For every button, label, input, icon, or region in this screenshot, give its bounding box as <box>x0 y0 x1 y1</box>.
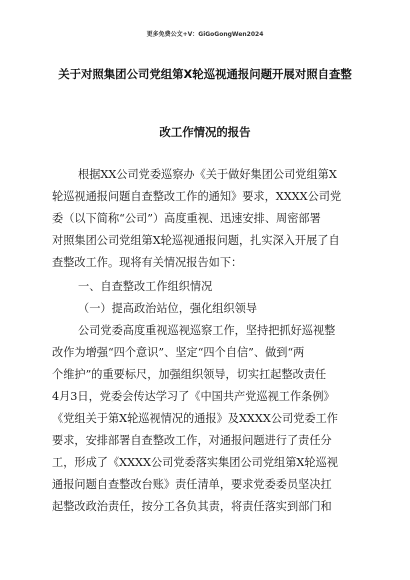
body-line: 通报问题自查整改台账》责任清单，要求党委委员坚决扛 <box>52 478 332 491</box>
body-line: 委（以下简称“公司”）高度重视、迅速安排、周密部署 <box>52 212 321 225</box>
body-line: 要求，安排部署自查整改工作，对通报问题进行了责任分 <box>52 434 332 447</box>
body-line: 根据XX公司党委巡察办《关于做好集团公司党组第X <box>78 168 337 181</box>
subsection-heading: （一）提高政治站位，强化组织领导 <box>78 302 258 315</box>
body-line: 改作为增强“四个意识”、坚定“四个自信”、做到“两 <box>52 346 305 359</box>
body-line: 查整改工作。现将有关情况报告如下： <box>52 256 243 269</box>
body-line: 公司党委高度重视巡视巡察工作，坚持把抓好巡视整 <box>78 324 336 337</box>
watermark-text: 更多免费公文+V：GiGoGongWen2024 <box>146 31 264 38</box>
body-line: 4月3日，党委会传达学习了《中国共产党巡视工作条例》 <box>52 390 335 403</box>
body-line: 个维护”的重要标尺，加强组织领导，切实扛起整改责任 <box>52 368 327 381</box>
body-line: 《党组关于第X轮巡视情况的通报》及XXXX公司党委工作 <box>52 412 338 425</box>
section-heading: 一、自查整改工作组织情况 <box>78 280 213 293</box>
body-line: 对照集团公司党组第X轮巡视通报问题，扎实深入开展了自 <box>52 234 340 247</box>
body-line: 轮巡视通报问题自查整改工作的通知》要求，XXXX公司党 <box>52 190 342 203</box>
document-title-line-2: 改工作情况的报告 <box>159 125 251 139</box>
body-line: 起整改政治责任，按分工各负其责，将责任落实到部门和 <box>52 500 332 513</box>
document-title-line-1: 关于对照集团公司党组第X轮巡视通报问题开展对照自查整 <box>58 67 352 81</box>
body-line: 工，形成了《XXXX公司党委落实集团公司党组第X轮巡视 <box>52 456 338 469</box>
